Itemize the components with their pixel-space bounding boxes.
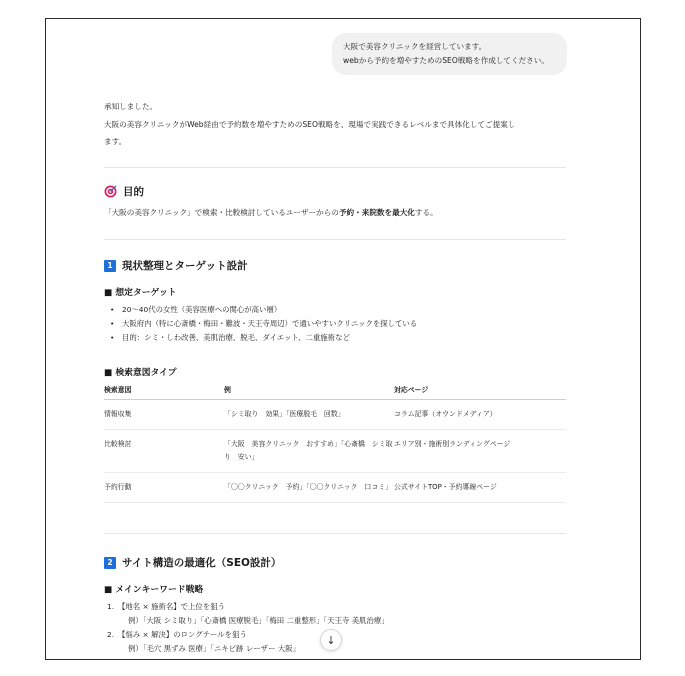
target-heading: ■ 想定ターゲット xyxy=(104,288,177,298)
column-header: 対応ページ xyxy=(394,381,566,400)
column-header: 例 xyxy=(224,381,394,400)
list-item: • 目的：シミ・しわ改善、美肌治療、脱毛、ダイエット、二重施術など xyxy=(108,331,417,345)
intent-heading: ■ 検索意図タイプ xyxy=(104,368,177,378)
example-text: 例）「大阪 シミ取り」「心斎橋 医療脱毛」「梅田 二重整形」「天王寺 美肌治療」 xyxy=(128,616,389,625)
reply-intro: 大阪の美容クリニックがWeb経由で予約数を増やすためのSEO戦略を、現場で実践できるレベルまで具体化してご提案し xyxy=(104,120,516,129)
user-message-bubble xyxy=(332,33,567,75)
target-list xyxy=(108,303,417,345)
table-cell: 比較検討 xyxy=(104,430,224,473)
section2-heading xyxy=(104,555,281,570)
scroll-down-button[interactable] xyxy=(320,629,342,651)
table-cell: 「〇〇クリニック 予約」「〇〇クリニック 口コミ」 xyxy=(224,473,394,503)
table-cell: エリア別・施術別ランディングページ xyxy=(394,430,566,473)
section1-heading xyxy=(104,258,248,273)
list-item: 2. 【悩み × 解決】のロングテールを狙う 例）「毛穴 黒ずみ 医療」「ニキビ跡 レーザー 大阪」 xyxy=(104,628,389,656)
intent-table xyxy=(104,381,566,503)
number-badge: 1 xyxy=(104,260,116,272)
number-badge: 2 xyxy=(104,557,116,569)
user-message-line1: 大阪で美容クリニックを経営しています。 xyxy=(343,42,487,51)
section1-title: 現状整理とターゲット設計 xyxy=(122,260,248,272)
column-header: 検索意図 xyxy=(104,381,224,400)
table-row xyxy=(104,473,566,503)
example-text: 例）「毛穴 黒ずみ 医療」「ニキビ跡 レーザー 大阪」 xyxy=(128,644,300,653)
chat-window xyxy=(45,18,641,660)
goal-title: 目的 xyxy=(123,186,144,198)
divider xyxy=(104,167,566,168)
section2-title: サイト構造の最適化（SEO設計） xyxy=(122,557,282,569)
table-cell: 予約行動 xyxy=(104,473,224,503)
keyword-list xyxy=(104,600,389,656)
table-cell: 公式サイトTOP・予約導線ページ xyxy=(394,473,566,503)
list-item: • 20〜40代の女性（美容医療への関心が高い層） xyxy=(108,303,417,317)
table-row xyxy=(104,400,566,430)
goal-text: 「大阪の美容クリニック」で検索・比較検討しているユーザーからの予約・来院数を最大化する。 xyxy=(104,208,438,217)
keyword-heading: ■ メインキーワード戦略 xyxy=(104,585,204,595)
table-cell: 情報収集 xyxy=(104,400,224,430)
table-header-row xyxy=(104,381,566,400)
target-icon xyxy=(104,185,117,198)
table-cell: 「大阪 美容クリニック おすすめ」「心斎橋 シミ取り 安い」 xyxy=(224,430,394,473)
table-row xyxy=(104,430,566,473)
list-item: 1. 【地名 × 施術名】で上位を狙う 例）「大阪 シミ取り」「心斎橋 医療脱毛」「梅田 二重整形」「天王寺 美肌治療」 xyxy=(104,600,389,628)
reply-intro-cont: ます。 xyxy=(104,137,127,146)
reply-ack: 承知しました。 xyxy=(104,102,158,111)
goal-text-bold: 予約・来院数を最大化 xyxy=(338,208,415,217)
table-cell: 「シミ取り 効果」「医療脱毛 回数」 xyxy=(224,400,394,430)
arrow-down-icon: ↓ xyxy=(326,633,336,647)
divider xyxy=(104,533,566,534)
list-item: • 大阪府内（特に心斎橋・梅田・難波・天王寺周辺）で通いやすいクリニックを探している xyxy=(108,317,417,331)
goal-heading xyxy=(104,184,144,199)
divider xyxy=(104,239,566,240)
table-cell: コラム記事（オウンドメディア） xyxy=(394,400,566,430)
user-message-line2: webから予約を増やすためのSEO戦略を作成してください。 xyxy=(343,56,549,65)
